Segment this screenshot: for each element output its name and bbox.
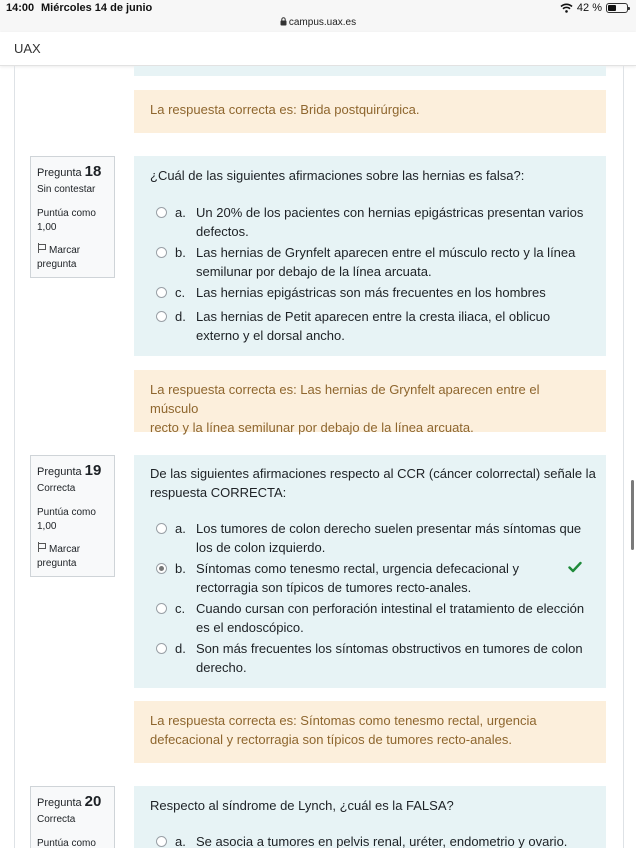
status-right (560, 2, 628, 14)
option-letter: a. (175, 521, 186, 536)
scrollbar[interactable] (631, 480, 634, 550)
option-letter: d. (175, 309, 186, 324)
feedback-line: recto y la línea semilunar por debajo de la línea arcuata. (150, 420, 474, 435)
status-bar (0, 0, 636, 32)
question-status: Correcta (37, 483, 76, 494)
question-points: Puntúa como 1,00 (37, 507, 96, 532)
radio-button[interactable] (156, 287, 167, 298)
correct-check-icon (568, 561, 582, 573)
radio-button[interactable] (156, 207, 167, 218)
flag-question-link[interactable]: Marcar pregunta (37, 245, 81, 270)
q19-info (30, 455, 115, 577)
answer-option-b[interactable] (156, 559, 586, 597)
top-navbar (0, 32, 636, 66)
url-bar[interactable] (0, 17, 636, 28)
option-text: Un 20% de los pacientes con hernias epigástricas presentan varios defectos. (196, 205, 584, 239)
q20-content-box (134, 786, 606, 848)
radio-button-selected[interactable] (156, 563, 167, 574)
radio-button[interactable] (156, 603, 167, 614)
option-text: Síntomas como tenesmo rectal, urgencia defecacional y rectorragia son típicos de tumores recto-anales. (196, 561, 520, 595)
q20-info (30, 786, 115, 848)
status-date: Miércoles 14 de junio (41, 2, 153, 14)
answer-option-a[interactable] (156, 832, 586, 848)
radio-button[interactable] (156, 311, 167, 322)
question-text: De las siguientes afirmaciones respecto al CCR (cáncer colorrectal) señale la respuesta CORRECTA: (150, 466, 596, 500)
q19-content-box (134, 455, 606, 688)
question-number: Pregunta 18 (37, 163, 102, 180)
battery-level (608, 5, 616, 11)
status-time: 14:00 (6, 2, 35, 14)
wifi-icon (560, 3, 573, 13)
q17-content-box (134, 66, 606, 76)
q17-feedback (134, 90, 606, 133)
q19-feedback (134, 701, 606, 763)
question-points: Puntúa como 1,00 (37, 208, 96, 233)
q18-content-box (134, 156, 606, 356)
radio-button[interactable] (156, 523, 167, 534)
answer-option-a[interactable] (156, 519, 586, 557)
answer-option-c[interactable] (156, 599, 586, 637)
url-text: campus.uax.es (288, 17, 357, 28)
battery-icon (606, 3, 628, 13)
question-text: ¿Cuál de las siguientes afirmaciones sobre las hernias es falsa?: (150, 168, 525, 183)
lock-icon (280, 17, 287, 26)
question-status: Correcta (37, 814, 76, 825)
option-letter: a. (175, 834, 186, 848)
battery-percent: 42 % (576, 2, 602, 14)
question-number: Pregunta 19 (37, 462, 102, 479)
option-text: Las hernias epigástricas son más frecuentes en los hombres (196, 285, 546, 300)
answer-option-c[interactable] (156, 283, 586, 302)
option-text: Se asocia a tumores en pelvis renal, uréter, endometrio y ovario. (196, 834, 568, 848)
answer-option-b[interactable] (156, 243, 586, 281)
feedback-line: La respuesta correcta es: Brida postquirúrgica. (150, 102, 420, 117)
question-status: Sin contestar (37, 184, 96, 195)
flag-icon (37, 542, 46, 552)
option-text: Los tumores de colon derecho suelen presentar más síntomas que los de colon izquierdo. (196, 521, 582, 555)
option-letter: c. (175, 285, 186, 300)
option-text: Cuando cursan con perforación intestinal el tratamiento de elección es el endoscópico. (196, 601, 585, 635)
answer-option-a[interactable] (156, 203, 586, 241)
option-text: Las hernias de Petit aparecen entre la cresta iliaca, el oblicuo externo y el dorsal ancho. (196, 309, 551, 343)
q18-info (30, 156, 115, 278)
radio-button[interactable] (156, 836, 167, 847)
option-letter: d. (175, 641, 186, 656)
question-points: Puntúa como (37, 838, 96, 848)
option-letter: a. (175, 205, 186, 220)
radio-button[interactable] (156, 247, 167, 258)
option-letter: b. (175, 561, 186, 576)
flag-question-link[interactable]: Marcar pregunta (37, 544, 81, 569)
q18-feedback (134, 370, 606, 435)
question-text: Respecto al síndrome de Lynch, ¿cuál es la FALSA? (150, 798, 454, 813)
question-number: Pregunta 20 (37, 793, 102, 810)
answer-option-d[interactable] (156, 639, 586, 677)
radio-button[interactable] (156, 643, 167, 654)
answer-option-d[interactable] (156, 307, 586, 345)
option-text: Las hernias de Grynfelt aparecen entre el músculo recto y la línea semilunar por debajo de la línea arcuata. (196, 245, 576, 279)
feedback-line: La respuesta correcta es: Las hernias de Grynfelt aparecen entre el músculo (150, 382, 540, 416)
site-brand[interactable]: UAX (14, 41, 41, 56)
option-letter: b. (175, 245, 186, 260)
feedback-line: defecacional y rectorragia son típicos de tumores recto-anales. (150, 732, 513, 747)
flag-icon (37, 243, 46, 253)
option-letter: c. (175, 601, 186, 616)
feedback-line: La respuesta correcta es: Síntomas como tenesmo rectal, urgencia (150, 713, 537, 728)
option-text: Son más frecuentes los síntomas obstructivos en tumores de colon derecho. (196, 641, 583, 675)
